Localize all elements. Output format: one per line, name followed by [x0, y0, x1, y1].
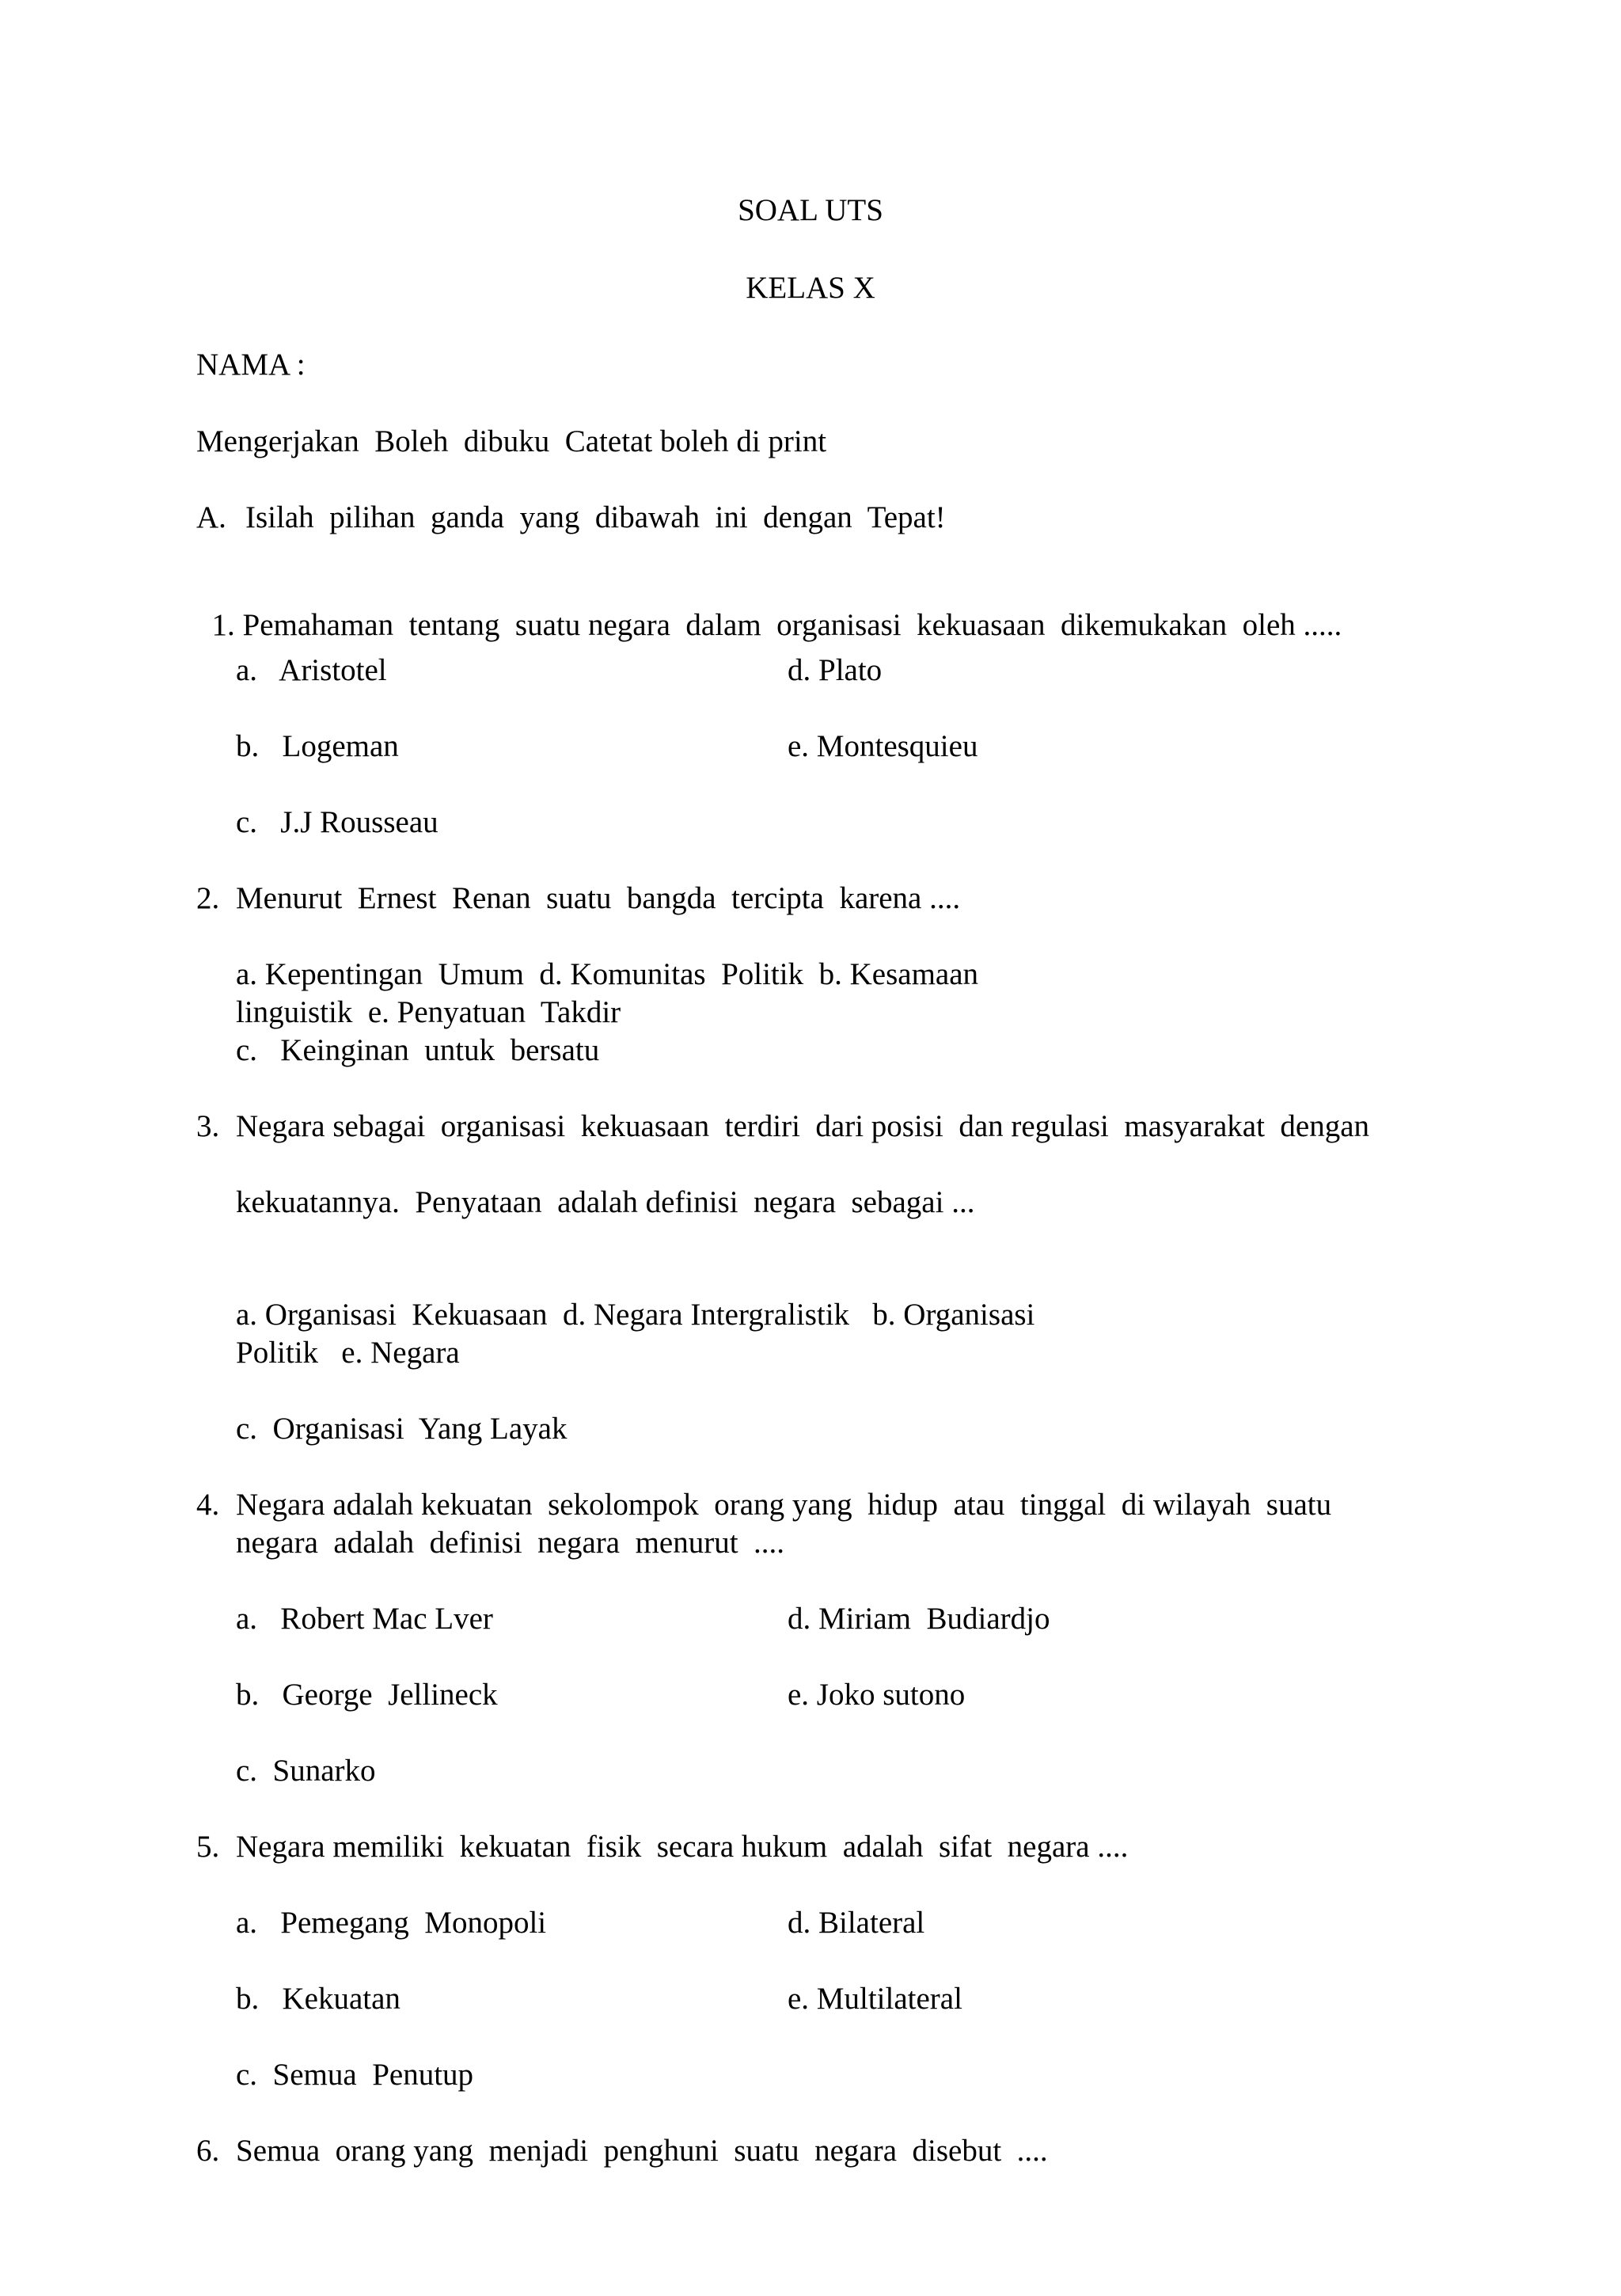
document-title: SOAL UTS: [738, 193, 883, 227]
q5-option-c: c. Semua Penutup: [236, 2058, 474, 2092]
q1-option-b: b. Logeman: [236, 729, 399, 763]
q5-option-b: b. Kekuatan: [236, 1982, 401, 2016]
section-label: A.: [196, 500, 226, 534]
section-instruction: Isilah pilihan ganda yang dibawah ini dengan Tepat!: [245, 500, 946, 534]
question-text: Pemahaman tentang suatu negara dalam organisasi kekuasaan dikemukakan oleh .....: [242, 608, 1342, 642]
question-5-text: Negara memiliki kekuatan fisik secara hukum adalah sifat negara ....: [236, 1830, 1129, 1864]
instruction-text: Mengerjakan Boleh dibuku Catetat boleh di print: [196, 424, 827, 458]
question-number: 1.: [211, 608, 235, 642]
q4-option-a: a. Robert Mac Lver: [236, 1602, 493, 1636]
question-3-number: 3.: [196, 1109, 220, 1143]
question-4-text: Negara adalah kekuatan sekolompok orang yang hidup atau tinggal di wilayah suatu: [236, 1488, 1332, 1522]
question-6-number: 6.: [196, 2134, 220, 2168]
question-2-text: Menurut Ernest Renan suatu bangda tercipta karena ....: [236, 881, 961, 915]
q1-option-e: e. Montesquieu: [788, 729, 978, 763]
q1-option-d: d. Plato: [788, 653, 883, 687]
name-label: NAMA :: [196, 348, 306, 382]
q3-options-line-1: a. Organisasi Kekuasaan d. Negara Intergralistik b. Organisasi: [236, 1298, 1035, 1332]
q2-options-line-2: linguistik e. Penyatuan Takdir: [236, 995, 621, 1029]
q4-option-d: d. Miriam Budiardjo: [788, 1602, 1050, 1636]
q5-option-e: e. Multilateral: [788, 1982, 962, 2016]
q3-options-line-2: Politik e. Negara: [236, 1336, 460, 1370]
question-2-number: 2.: [196, 881, 220, 915]
question-6-text: Semua orang yang menjadi penghuni suatu negara disebut ....: [236, 2134, 1048, 2168]
q5-option-d: d. Bilateral: [788, 1906, 925, 1940]
q3-options-line-3: c. Organisasi Yang Layak: [236, 1412, 568, 1446]
q2-options-line-3: c. Keinginan untuk bersatu: [236, 1033, 600, 1067]
question-5-number: 5.: [196, 1830, 220, 1864]
question-4-text-continued: negara adalah definisi negara menurut ....: [236, 1526, 785, 1560]
q4-option-c: c. Sunarko: [236, 1754, 376, 1788]
q1-option-c: c. J.J Rousseau: [236, 805, 438, 839]
question-1: [196, 579, 1342, 641]
q5-option-a: a. Pemegang Monopoli: [236, 1906, 547, 1940]
q2-options-line-1: a. Kepentingan Umum d. Komunitas Politik b. Kesamaan: [236, 957, 979, 991]
q1-option-a: a. Aristotel: [236, 653, 387, 687]
question-4-number: 4.: [196, 1488, 220, 1522]
question-3-text: Negara sebagai organisasi kekuasaan terdiri dari posisi dan regulasi masyarakat dengan: [236, 1109, 1370, 1143]
class-label: KELAS X: [746, 271, 875, 305]
question-3-text-continued: kekuatannya. Penyataan adalah definisi negara sebagai ...: [236, 1185, 975, 1219]
q4-option-b: b. George Jellineck: [236, 1678, 498, 1712]
q4-option-e: e. Joko sutono: [788, 1678, 966, 1712]
